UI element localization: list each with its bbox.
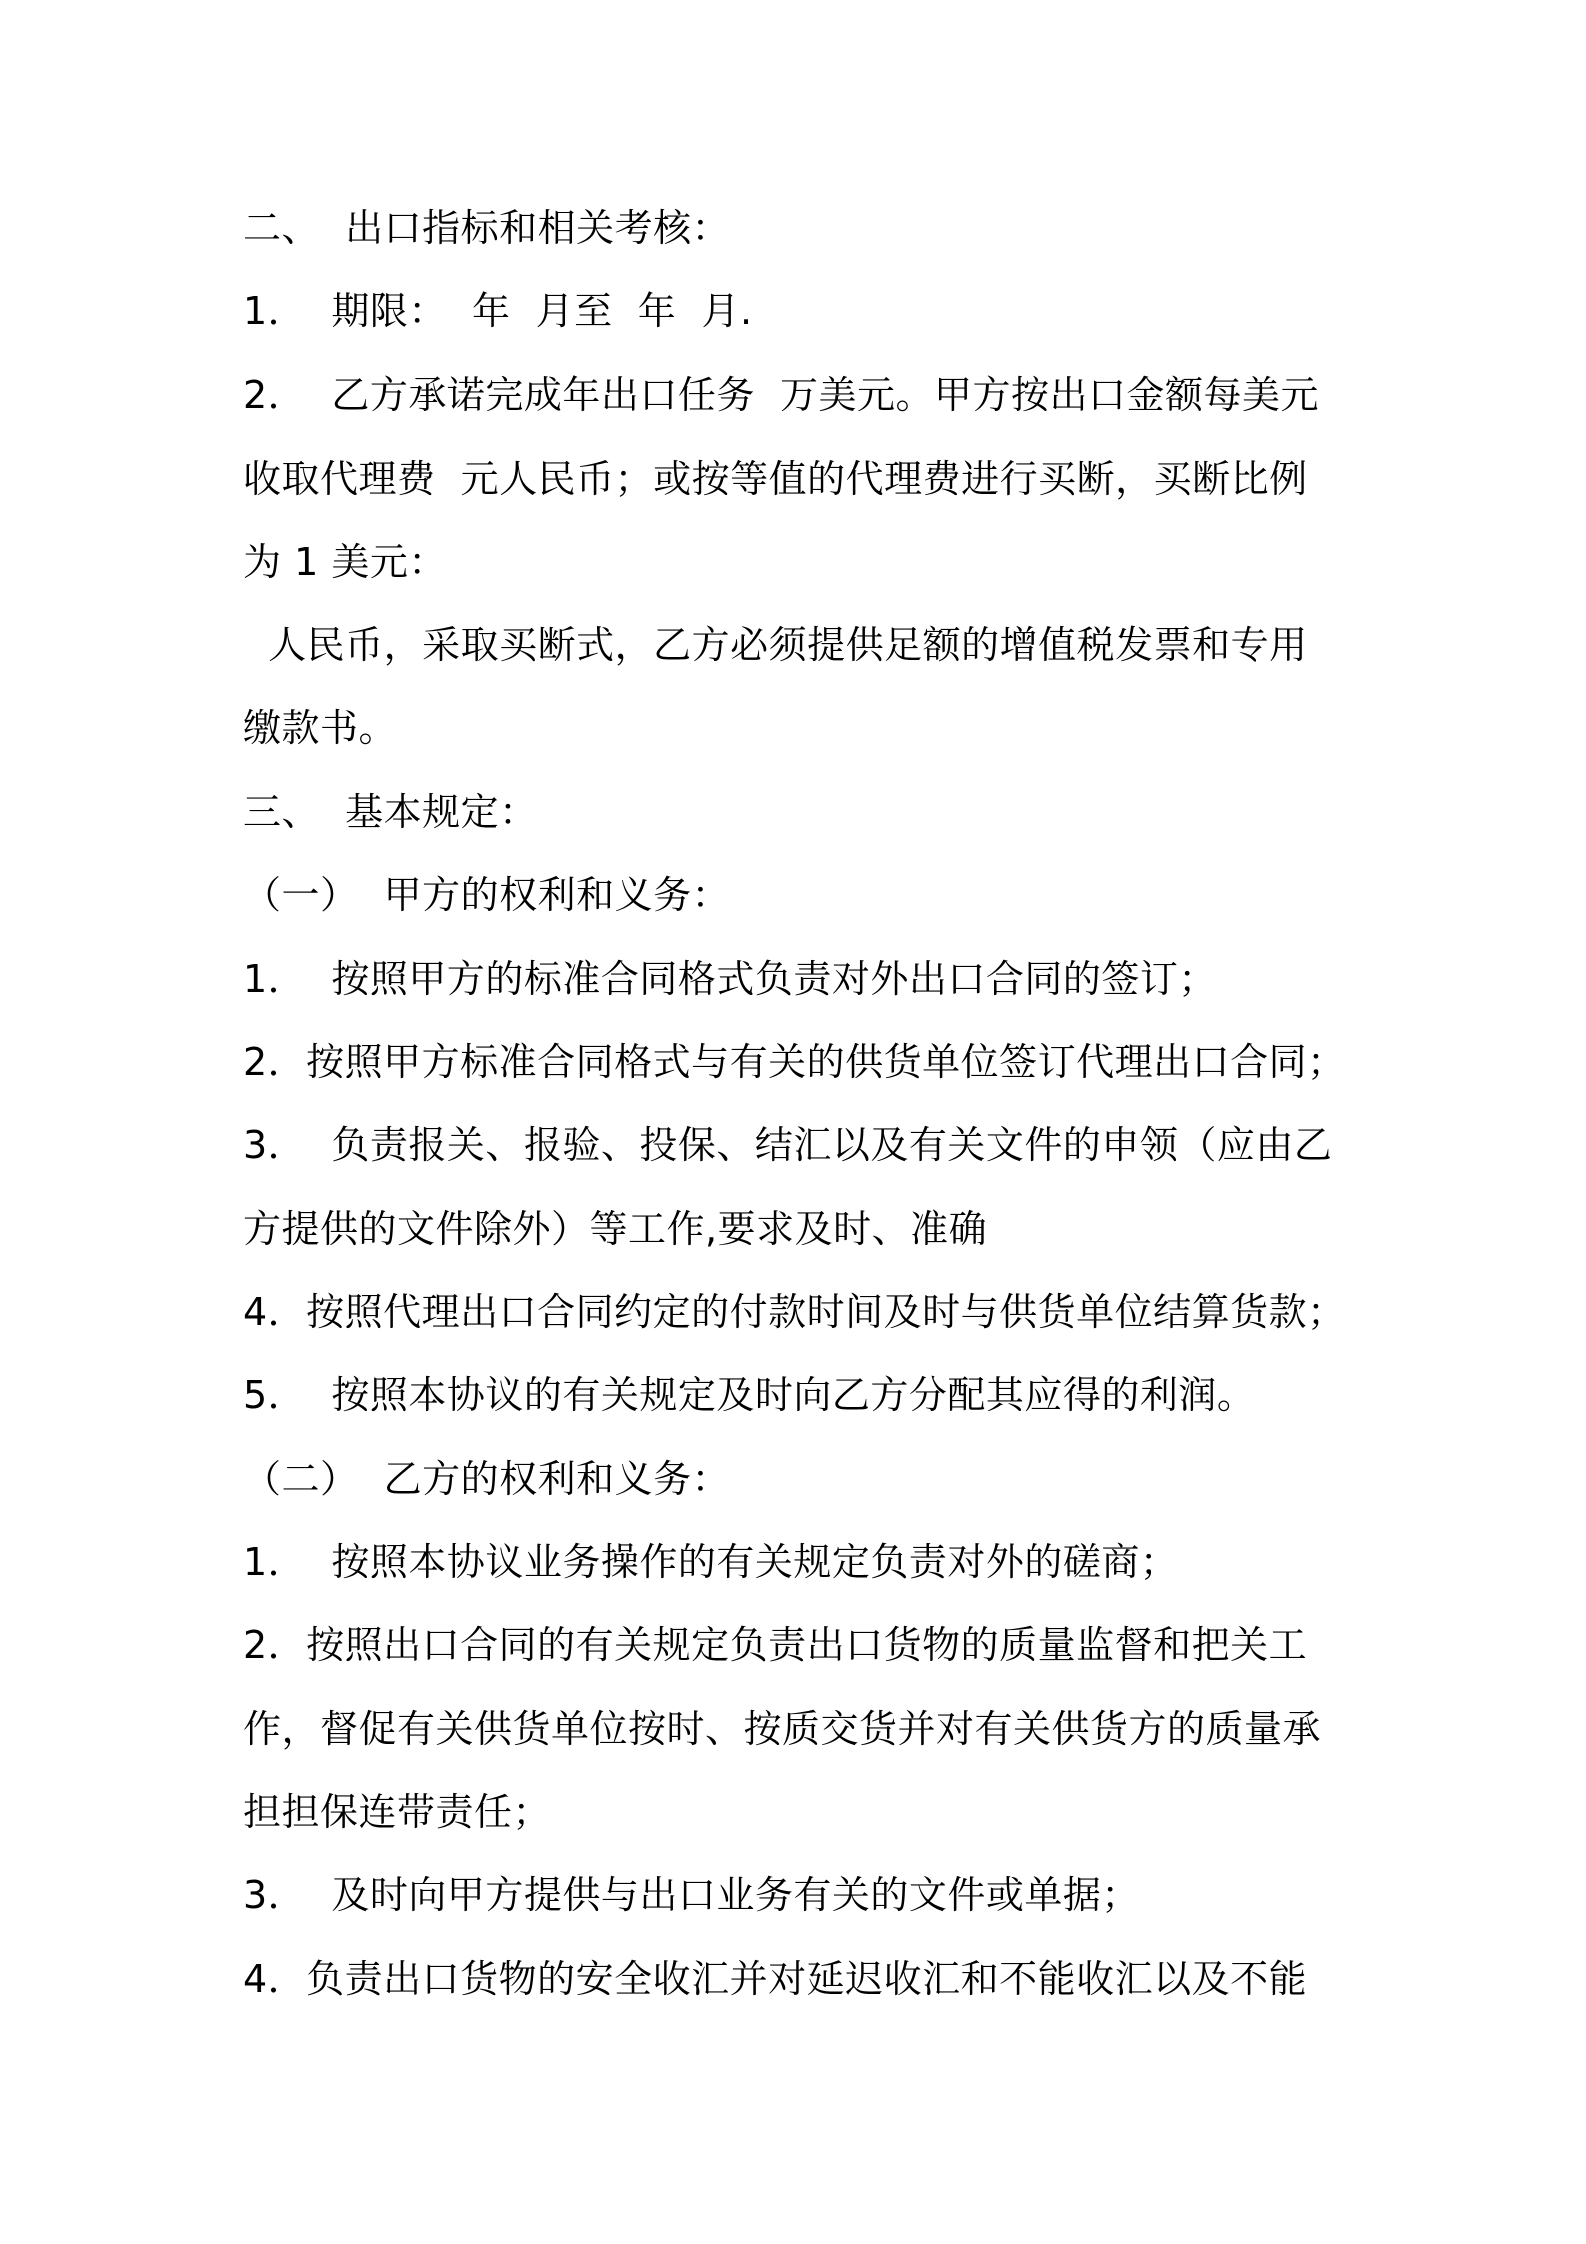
clause-b-2-line-1: 2．按照出口合同的有关规定负责出口货物的质量监督和把关工	[243, 1623, 1308, 1667]
subsection-b-heading: （二） 乙方的权利和义务：	[243, 1457, 731, 1501]
section-3-heading: 三、 基本规定：	[243, 790, 538, 834]
clause-b-4-line-1: 4．负责出口货物的安全收汇并对延迟收汇和不能收汇以及不能	[243, 1957, 1308, 2001]
clause-a-3-line-2: 方提供的文件除外）等工作,要求及时、准确	[243, 1207, 988, 1251]
clause-2-2-line-5: 缴款书。	[243, 706, 398, 750]
clause-b-1: 1． 按照本协议业务操作的有关规定负责对外的磋商；	[243, 1540, 1179, 1584]
clause-a-4: 4．按照代理出口合同约定的付款时间及时与供货单位结算货款；	[243, 1290, 1346, 1334]
subsection-a-heading: （一） 甲方的权利和义务：	[243, 873, 731, 917]
clause-b-2-line-3: 担担保连带责任；	[243, 1790, 552, 1834]
section-2-heading: 二、 出口指标和相关考核：	[243, 206, 731, 250]
clause-b-2-line-2: 作，督促有关供货单位按时、按质交货并对有关供货方的质量承	[243, 1707, 1322, 1751]
clause-2-1-period: 1． 期限： 年 月至 年 月.	[243, 289, 753, 333]
clause-2-2-line-3: 为 1 美元：	[243, 540, 447, 584]
clause-a-1: 1． 按照甲方的标准合同格式负责对外出口合同的签订；	[243, 957, 1217, 1001]
clause-b-3: 3． 及时向甲方提供与出口业务有关的文件或单据；	[243, 1873, 1140, 1917]
clause-a-3-line-1: 3． 负责报关、报验、投保、结汇以及有关文件的申领（应由乙	[243, 1123, 1333, 1167]
clause-a-5: 5． 按照本协议的有关规定及时向乙方分配其应得的利润。	[243, 1373, 1256, 1417]
clause-a-2: 2．按照甲方标准合同格式与有关的供货单位签订代理出口合同；	[243, 1040, 1346, 1084]
clause-2-2-line-4: 人民币，采取买断式，乙方必须提供足额的增值税发票和专用	[243, 623, 1308, 667]
clause-2-2-line-2: 收取代理费 元人民币；或按等值的代理费进行买断，买断比例	[243, 457, 1308, 501]
clause-2-2-line-1: 2． 乙方承诺完成年出口任务 万美元。甲方按出口金额每美元	[243, 373, 1319, 417]
